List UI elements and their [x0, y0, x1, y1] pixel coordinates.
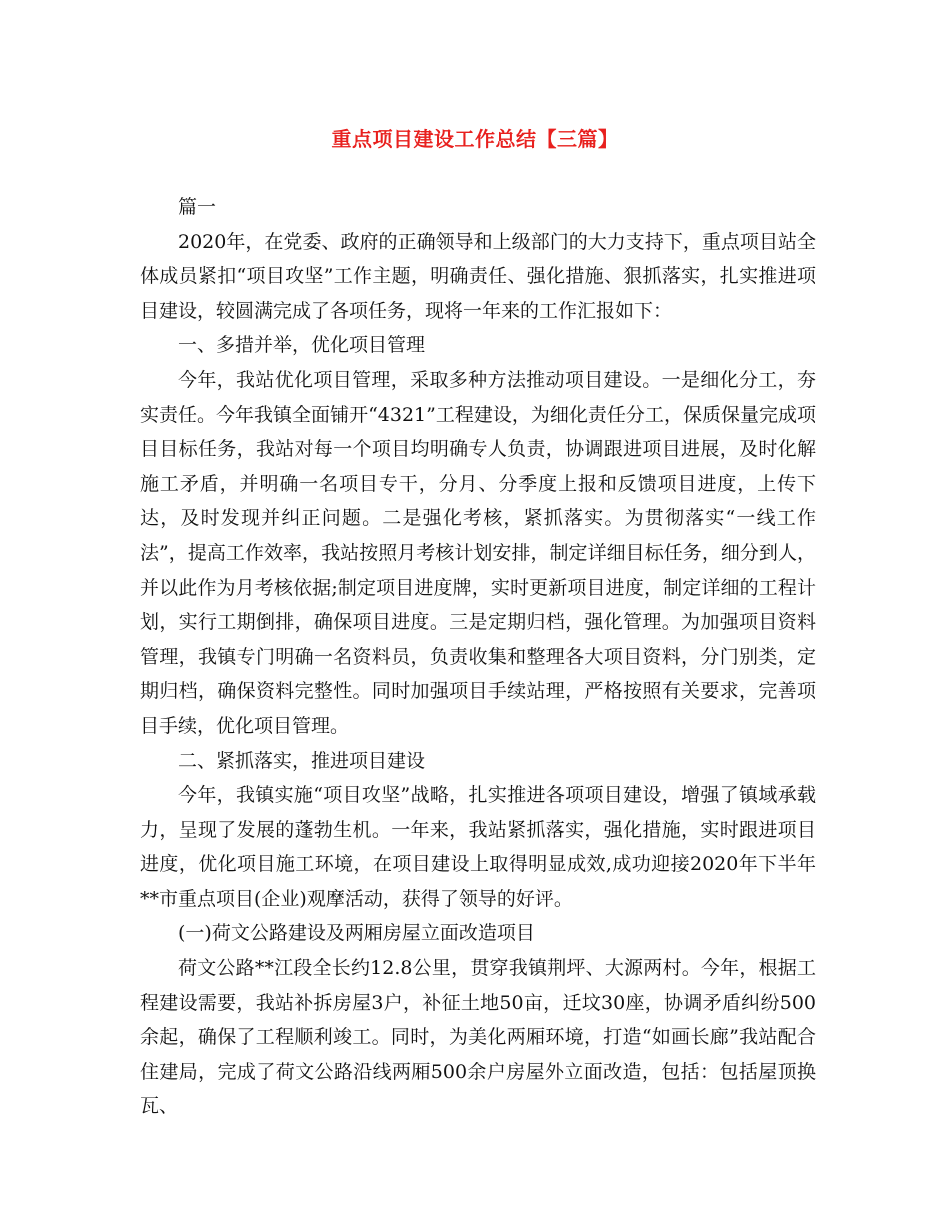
body-paragraph: 荷文公路**江段全长约12.8公里，贯穿我镇荆坪、大源两村。今年，根据工程建设需要，我站补拆房屋3户，补征土地50亩，迁坟30座，协调矛盾纠纷500余起，确保了工程顺利竣工。同时，为美化两厢环境，打造“如画长廊”我站配合住建局，完成了荷文公路沿线两厢500余户房屋外立面改造，包括：包括屋顶换瓦、 — [140, 957, 816, 1118]
section-heading: 二、紧抓落实，推进项目建设 — [178, 749, 426, 772]
body-paragraph: 今年，我站优化项目管理，采取多种方法推动项目建设。一是细化分工，夯实责任。今年我镇全面铺开“4321”工程建设，为细化责任分工，保质保量完成项目目标任务，我站对每一个项目均明确专人负责，协调跟进项目进展，及时化解施工矛盾，并明确一名项目专干，分月、分季度上报和反馈项目进度，上传下达，及时发现并纠正问题。二是强化考核，紧抓落实。为贯彻落实“一线工作法”，提高工作效率，我站按照月考核计划安排，制定详细目标任务，细分到人，并以此作为月考核依据;制定项目进度牌，实时更新项目进度，制定详细的工程计划，实行工期倒排，确保项目进度。三是定期归档，强化管理。为加强项目资料管理，我镇专门明确一名资料员，负责收集和整理各大项目资料，分门别类，定期归档，确保资料完整性。同时加强项目手续站理，严格按照有关要求，完善项目手续，优化项目管理。 — [140, 368, 816, 737]
intro-paragraph: 2020年，在党委、政府的正确领导和上级部门的大力支持下，重点项目站全体成员紧扣“项目攻坚”工作主题，明确责任、强化措施、狠抓落实，扎实推进项目建设，较圆满完成了各项任务，现将一年来的工作汇报如下： — [140, 230, 816, 322]
document-body — [140, 190, 816, 1124]
document-title: 重点项目建设工作总结【三篇】 — [331, 127, 619, 151]
body-paragraph: 今年，我镇实施“项目攻坚”战略，扎实推进各项项目建设，增强了镇域承载力，呈现了发展的蓬勃生机。一年来，我站紧抓落实，强化措施，实时跟进项目进度，优化项目施工环境，在项目建设上取得明显成效,成功迎接2020年下半年**市重点项目(企业)观摩活动，获得了领导的好评。 — [140, 784, 816, 910]
section-label: 篇一 — [178, 196, 217, 218]
section-heading: 一、多措并举，优化项目管理 — [178, 334, 426, 357]
subsection-heading: (一)荷文公路建设及两厢房屋立面改造项目 — [178, 922, 535, 945]
